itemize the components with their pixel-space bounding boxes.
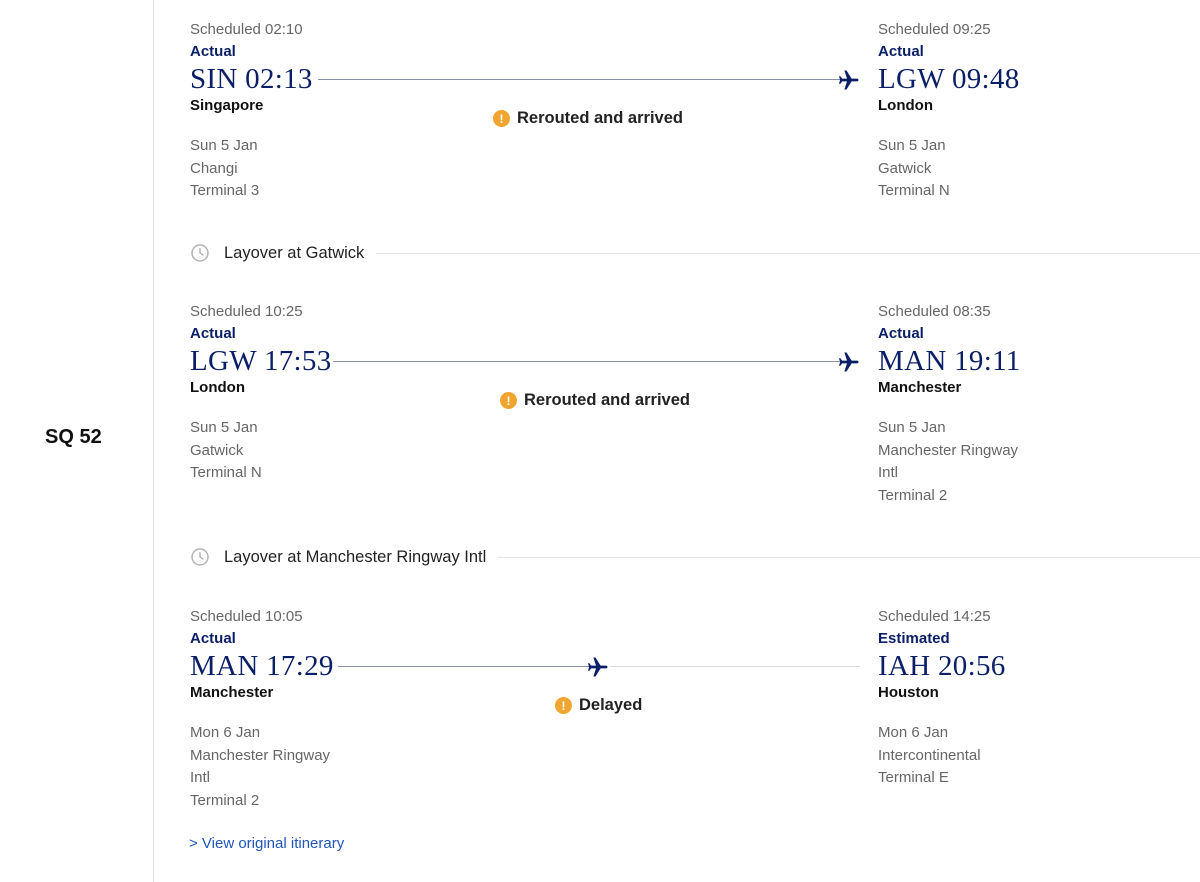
flight-progress-line (338, 666, 598, 667)
flight-remaining-line (610, 666, 860, 667)
time-status-label: Actual (190, 43, 236, 60)
date: Sun 5 Jan (878, 137, 946, 154)
time-status-label: Actual (878, 325, 924, 342)
plane-icon (837, 350, 861, 374)
flight-number: SQ 52 (45, 426, 102, 448)
time-status-label: Actual (190, 630, 236, 647)
arrival-info (878, 607, 1006, 790)
airport-details (190, 135, 313, 203)
airport-time: SIN 02:13 (190, 63, 313, 95)
airport-details (878, 417, 1021, 507)
airport-details (190, 722, 334, 812)
terminal: Terminal 2 (190, 791, 260, 809)
flight-status (493, 109, 683, 128)
city-name: Manchester (878, 379, 962, 396)
time-status-label: Estimated (878, 630, 950, 647)
clock-icon (190, 547, 210, 567)
city-name: Singapore (190, 97, 264, 114)
time-status-label: Actual (878, 43, 924, 60)
layover-text: Layover at Manchester Ringway Intl (224, 547, 487, 566)
departure-info (190, 20, 313, 203)
airport-name: Gatwick (878, 159, 932, 177)
airport-name: Gatwick (190, 441, 244, 459)
date: Sun 5 Jan (190, 137, 258, 154)
layover-row (190, 241, 1200, 265)
layover-divider (498, 557, 1200, 558)
status-text: Rerouted and arrived (517, 109, 683, 127)
plane-icon (837, 68, 861, 92)
scheduled-time: Scheduled 14:25 (878, 608, 991, 625)
flight-progress-line (333, 361, 840, 362)
terminal: Terminal N (190, 464, 262, 481)
airport-name: Manchester Ringway (878, 441, 1019, 459)
warning-icon: ! (493, 110, 510, 127)
airport-name: Intercontinental (878, 746, 981, 764)
city-name: Houston (878, 684, 939, 701)
scheduled-time: Scheduled 09:25 (878, 21, 991, 38)
warning-icon: ! (500, 392, 517, 409)
airport-time: MAN 19:11 (878, 345, 1021, 377)
departure-info (190, 302, 332, 485)
date: Mon 6 Jan (878, 724, 949, 741)
date: Sun 5 Jan (878, 419, 946, 436)
airport-name-cont: Intl (190, 769, 211, 786)
city-name: London (190, 379, 245, 396)
terminal: Terminal 2 (878, 486, 948, 504)
layover-row (190, 545, 1200, 569)
scheduled-time: Scheduled 10:05 (190, 608, 303, 625)
view-original-itinerary-link[interactable]: > View original itinerary (189, 835, 345, 852)
airport-details (190, 417, 332, 485)
layover-divider (376, 253, 1200, 254)
status-text: Rerouted and arrived (524, 391, 690, 409)
arrival-info (878, 20, 1020, 203)
date: Sun 5 Jan (190, 419, 258, 436)
flight-progress-line (318, 79, 840, 80)
vertical-divider (153, 0, 154, 882)
airport-name-cont: Intl (878, 464, 899, 481)
terminal: Terminal 3 (190, 182, 260, 199)
city-name: Manchester (190, 684, 274, 701)
flight-status (500, 391, 690, 410)
scheduled-time: Scheduled 02:10 (190, 21, 303, 38)
airport-name: Manchester Ringway (190, 746, 331, 764)
airport-time: MAN 17:29 (190, 650, 334, 682)
scheduled-time: Scheduled 08:35 (878, 303, 991, 320)
warning-icon: ! (555, 697, 572, 714)
airport-details (878, 135, 1020, 203)
arrival-info (878, 302, 1021, 507)
date: Mon 6 Jan (190, 724, 261, 741)
plane-icon (586, 655, 610, 679)
airport-details (878, 722, 1006, 790)
scheduled-time: Scheduled 10:25 (190, 303, 303, 320)
departure-info (190, 607, 334, 812)
city-name: London (878, 97, 933, 114)
terminal: Terminal E (878, 769, 949, 786)
terminal: Terminal N (878, 182, 950, 199)
status-text: Delayed (579, 696, 643, 714)
airport-time: IAH 20:56 (878, 650, 1006, 682)
flight-status (555, 696, 642, 715)
airport-time: LGW 17:53 (190, 345, 332, 377)
layover-text: Layover at Gatwick (224, 243, 365, 262)
airport-name: Changi (190, 159, 238, 177)
airport-time: LGW 09:48 (878, 63, 1020, 95)
clock-icon (190, 243, 210, 263)
time-status-label: Actual (190, 325, 236, 342)
